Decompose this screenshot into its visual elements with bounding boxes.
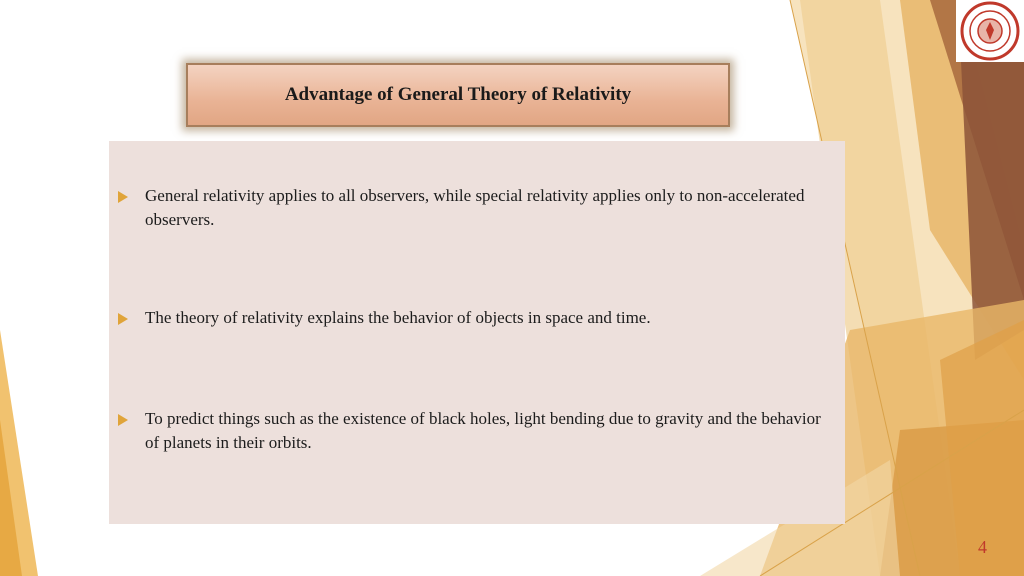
bullet-text: To predict things such as the existence of black holes, light bending due to gravity and the behavior of planets in their orbits.	[145, 409, 821, 452]
bullet-text: General relativity applies to all observers, while special relativity applies only to non-accelerated observers.	[145, 186, 805, 229]
bullet-text: The theory of relativity explains the behavior of objects in space and time.	[145, 308, 651, 327]
university-logo	[956, 0, 1024, 62]
triangle-right-icon	[118, 313, 128, 325]
triangle-right-icon	[118, 191, 128, 203]
content-panel	[109, 141, 845, 524]
page-number: 4	[978, 537, 987, 557]
triangle-right-icon	[118, 414, 128, 426]
slide-title-box	[186, 63, 730, 127]
university-seal-icon	[956, 0, 1024, 62]
slide-title: Advantage of General Theory of Relativity	[284, 84, 632, 105]
